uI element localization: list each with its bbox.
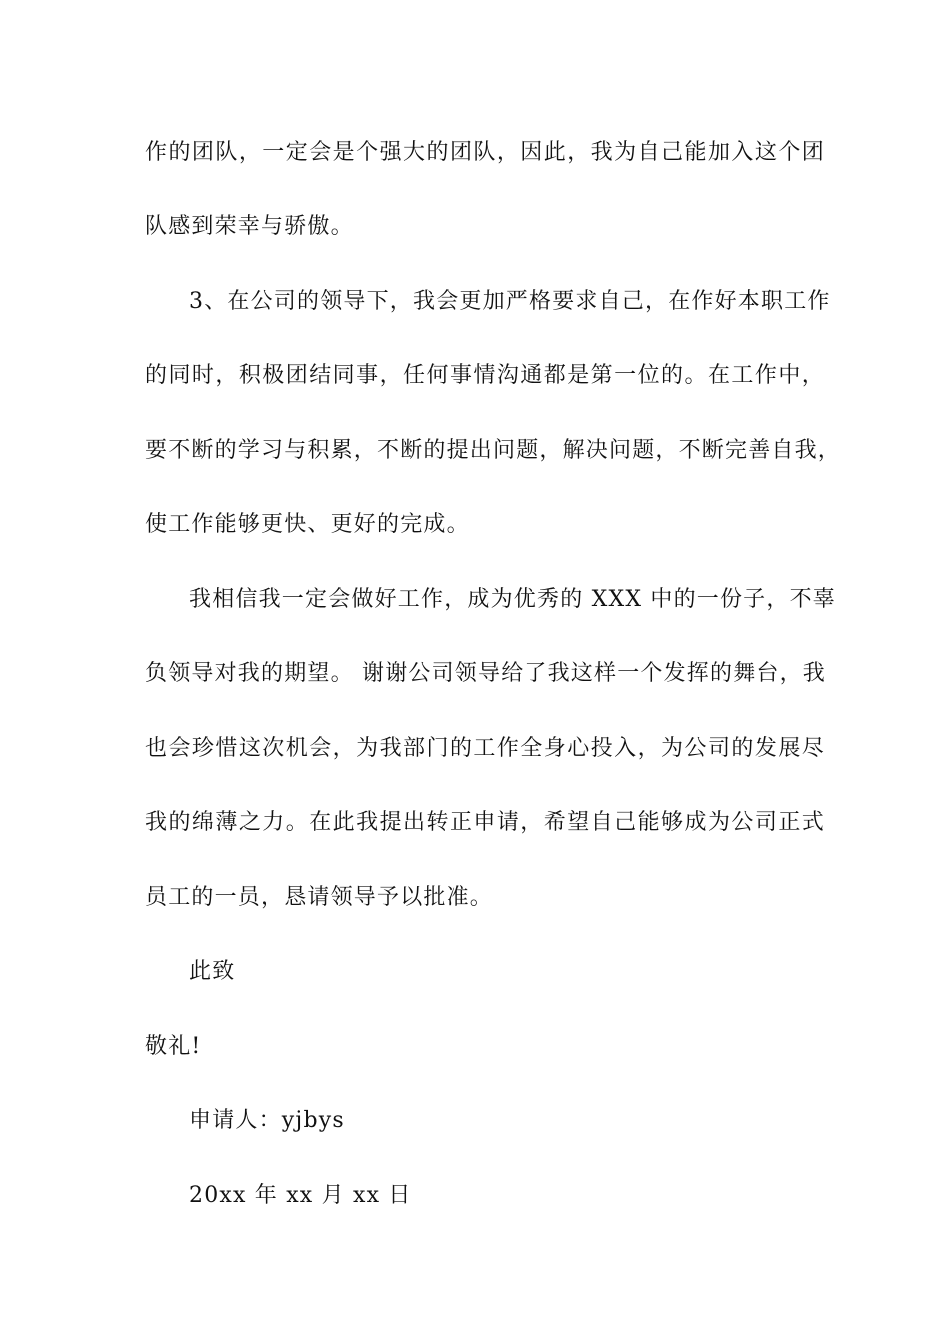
document-date: 20xx 年 xx 月 xx 日 — [189, 1183, 412, 1208]
paragraph-line: 使工作能够更快、更好的完成。 — [145, 512, 470, 537]
paragraph-line: 作的团队，一定会是个强大的团队，因此，我为自己能加入这个团 — [145, 140, 825, 165]
paragraph-line: 的同时，积极团结同事，任何事情沟通都是第一位的。在工作中， — [145, 363, 825, 388]
paragraph-line: 要不断的学习与积累，不断的提出问题，解决问题，不断完善自我， — [145, 438, 842, 463]
paragraph-line: 我的绵薄之力。在此我提出转正申请，希望自己能够成为公司正式 — [145, 810, 825, 835]
paragraph-line: 3、在公司的领导下，我会更加严格要求自己，在作好本职工作 — [189, 289, 831, 314]
paragraph-line: 负领导对我的期望。 谢谢公司领导给了我这样一个发挥的舞台，我 — [145, 661, 826, 686]
paragraph-line: 队感到荣幸与骄傲。 — [145, 214, 354, 239]
applicant-name: 申请人：yjbys — [189, 1108, 345, 1133]
paragraph-line: 也会珍惜这次机会，为我部门的工作全身心投入，为公司的发展尽 — [145, 736, 825, 761]
paragraph-line: 我相信我一定会做好工作，成为优秀的 XXX 中的一份子，不辜 — [189, 587, 836, 612]
closing-text: 此致 — [189, 959, 236, 984]
salutation-text: 敬礼! — [145, 1034, 202, 1059]
paragraph-line: 员工的一员，恳请领导予以批准。 — [145, 885, 494, 910]
